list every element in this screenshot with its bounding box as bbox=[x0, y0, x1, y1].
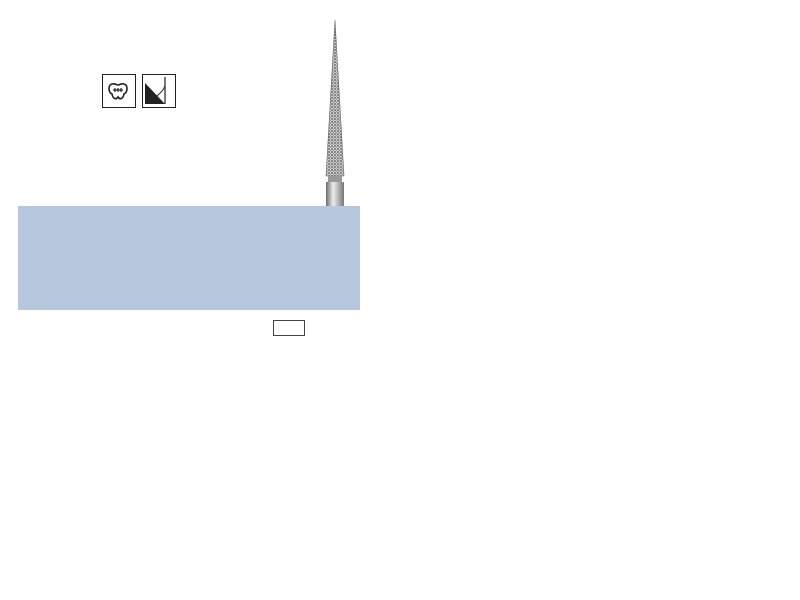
spec-label-panel bbox=[18, 206, 360, 310]
angle-alpha-icon bbox=[142, 74, 176, 108]
large-bur-illustration bbox=[310, 16, 360, 208]
ref-label bbox=[273, 320, 305, 336]
tooth-icon bbox=[102, 74, 136, 108]
